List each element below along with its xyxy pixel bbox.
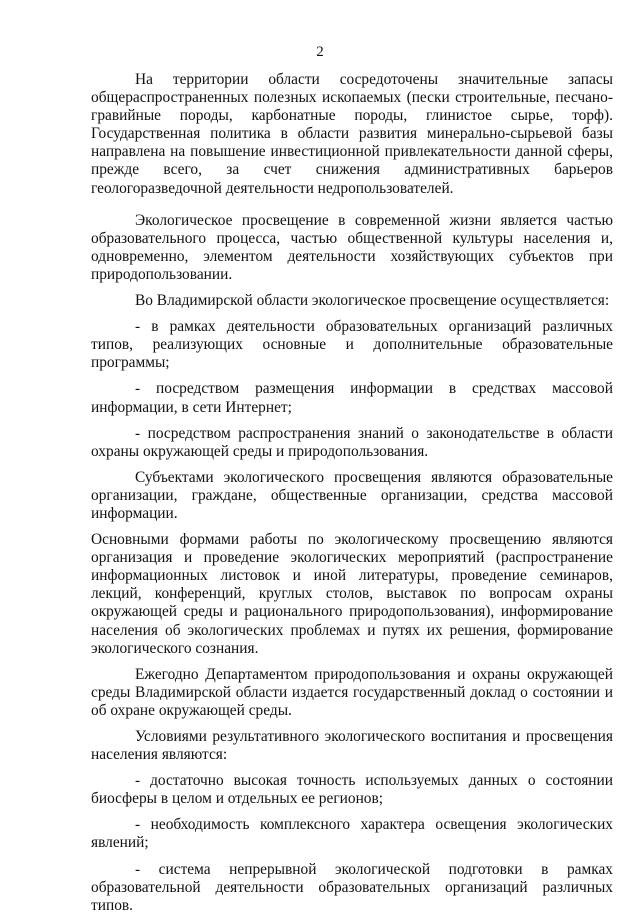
document-body	[91, 71, 613, 923]
list-item-complex-coverage: - необходимость комплексного характера освещения экологических явлений;	[91, 816, 613, 852]
paragraph-eco-education-intro: Во Владимирской области экологическое просвещение осуществляется:	[135, 292, 610, 310]
paragraph-forms-of-work: Основными формами работы по экологическому просвещению являются организация и проведение экологических мероприятий (распространение информационных листовок и иной литературы, проведение семинаров, лекций, конференций, круглых столов, выставок по вопросам охраны окружающей среды и рационального природопользования), информирование населения об экологических проблемах и путях их решения, формирование экологического сознания.	[91, 531, 613, 657]
list-item-legislation-knowledge: - посредством распространения знаний о законодательстве в области охраны окружающей среды и природопользования.	[91, 424, 613, 460]
page-number: 2	[316, 44, 324, 60]
list-item-data-accuracy: - достаточно высокая точность используемых данных о состоянии биосферы в целом и отдельных ее регионов;	[91, 772, 613, 808]
list-item-educational-organizations: - в рамках деятельности образовательных организаций различных типов, реализующих основные и дополнительные образовательные программы;	[91, 318, 613, 372]
list-item-mass-media: - посредством размещения информации в средствах массовой информации, в сети Интернет;	[91, 380, 613, 416]
paragraph-conditions-intro: Условиями результативного экологического воспитания и просвещения населения являются:	[91, 728, 613, 764]
paragraph-eco-education-definition: Экологическое просвещение в современной жизни является частью образовательного процесса, частью общественной культуры населения и, одновременно, элементом деятельности хозяйствующих субъектов при природопользовании.	[91, 211, 613, 283]
paragraph-subjects: Субъектами экологического просвещения являются образовательные организации, граждане, общественные организации, средства массовой информации.	[91, 468, 613, 522]
list-item-continuous-training: - система непрерывной экологической подготовки в рамках образовательной деятельности образовательных организаций различных типов.	[91, 860, 613, 914]
paragraph-annual-report: Ежегодно Департаментом природопользования и охраны окружающей среды Владимирской области издается государственный доклад о состоянии и об охране окружающей среды.	[91, 665, 613, 719]
paragraph-mineral-resources: На территории области сосредоточены значительные запасы общераспространенных полезных ископаемых (пески строительные, песчано-гравийные породы, карбонатные породы, глинистое сырье, торф). Государственная политика в области развития минерально-сырьевой базы направлена на повышение инвестиционной привлекательности данной сферы, прежде всего, за счет снижения административных барьеров геологоразведочной деятельности недропользователей.	[91, 71, 613, 197]
